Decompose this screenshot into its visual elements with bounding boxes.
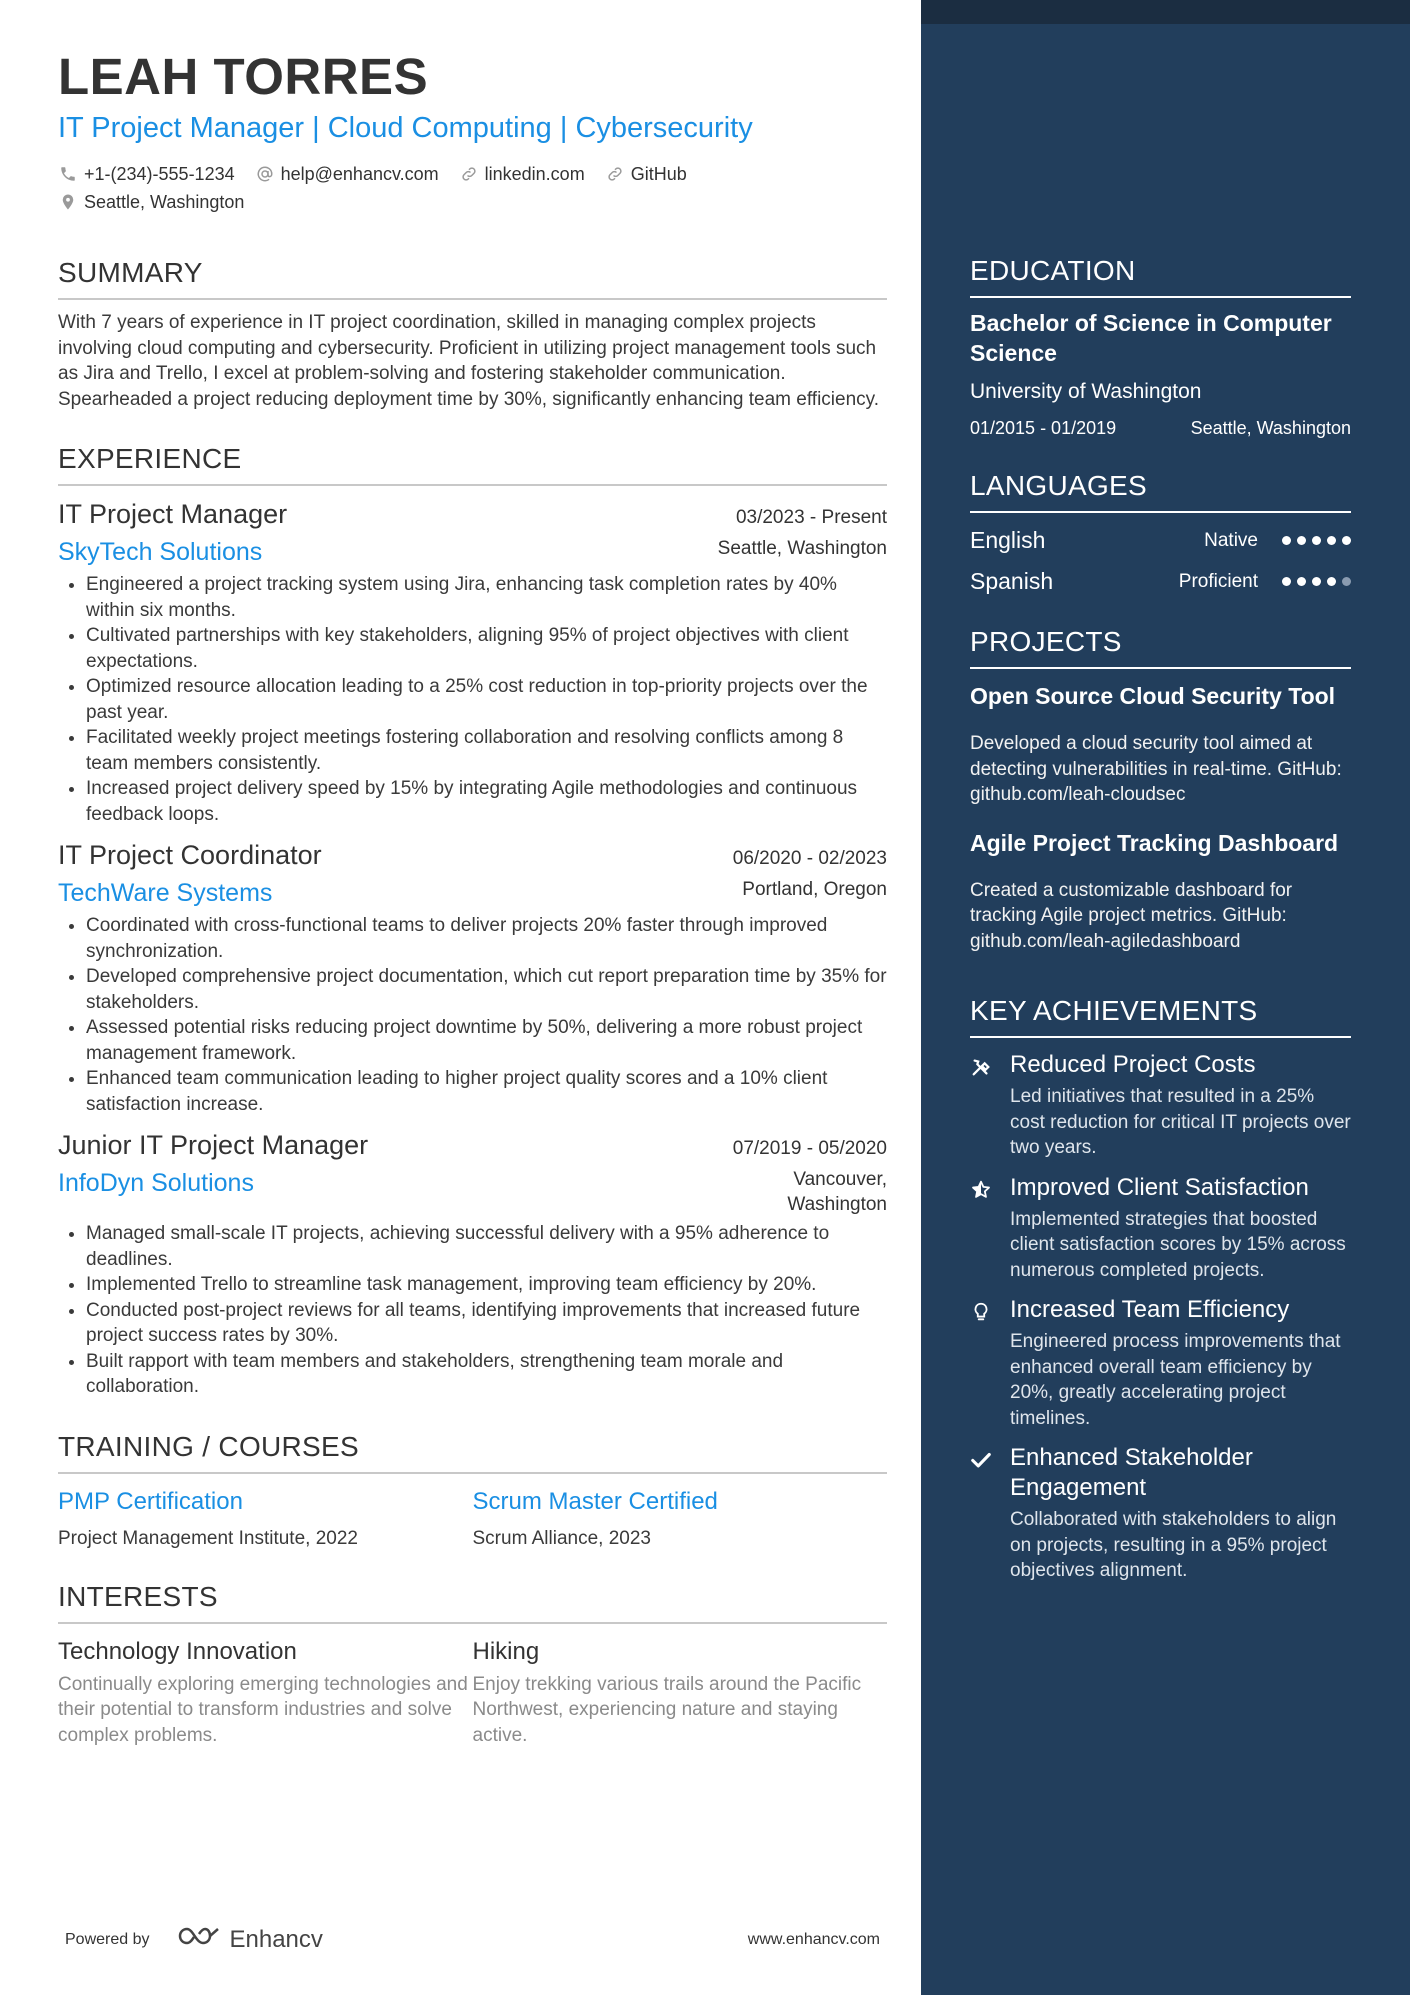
language-item xyxy=(970,568,1351,595)
hammer-wrench-icon xyxy=(970,1050,994,1161)
job-entry xyxy=(58,496,887,827)
job-date: 07/2019 - 05/2020 xyxy=(732,1138,887,1159)
at-icon xyxy=(255,164,275,184)
brand-name: Enhancv xyxy=(229,1925,323,1953)
job-location-line: Vancouver, xyxy=(793,1169,887,1190)
footer xyxy=(65,1925,880,1954)
project-title: Open Source Cloud Security Tool xyxy=(970,683,1336,709)
interest-item xyxy=(58,1636,473,1749)
project-title: Agile Project Tracking Dashboard xyxy=(970,829,1339,856)
powered-by xyxy=(65,1925,323,1954)
contact-linkedin[interactable] xyxy=(459,160,585,188)
achievement-desc: Led initiatives that resulted in a 25% cost reduction for critical IT projects over two years. xyxy=(1010,1086,1351,1158)
job-title: IT Project Manager xyxy=(58,499,288,529)
job-date: 06/2020 - 02/2023 xyxy=(732,848,887,869)
university-name: University of Washington xyxy=(970,380,1202,403)
job-entry xyxy=(58,1127,887,1400)
achievement-title: Increased Team Efficiency xyxy=(1010,1296,1290,1323)
summary-section xyxy=(58,256,887,412)
rating-dot-filled xyxy=(1282,577,1291,586)
language-name: Spanish xyxy=(970,568,1054,594)
list-item: • Conducted post-project reviews for all teams, identifying improvements that increased future project success rates by 30%. xyxy=(86,1298,887,1349)
degree-name: Bachelor of Science in Computer Science xyxy=(970,310,1332,366)
location-pin-icon xyxy=(58,192,78,212)
achievement-item xyxy=(970,1295,1351,1431)
language-item xyxy=(970,527,1351,554)
footer-website-link[interactable]: www.enhancv.com xyxy=(747,1930,880,1948)
interest-name: Technology Innovation xyxy=(58,1637,297,1665)
experience-section xyxy=(58,442,887,1400)
job-entry xyxy=(58,837,887,1117)
course-name: Scrum Master Certified xyxy=(472,1487,718,1515)
section-title: SUMMARY xyxy=(58,256,887,300)
phone-icon xyxy=(58,164,78,184)
list-item: • Optimized resource allocation leading to a 25% cost reduction in top-priority projects over the past year. xyxy=(86,674,887,725)
project-item xyxy=(970,681,1351,808)
list-item: • Increased project delivery speed by 15% by integrating Agile methodologies and continuous feedback loops. xyxy=(86,776,887,827)
contact-info xyxy=(58,160,887,216)
language-name: English xyxy=(970,527,1046,553)
job-title: Junior IT Project Manager xyxy=(58,1130,369,1160)
rating-dot-empty xyxy=(1342,577,1351,586)
job-bullets xyxy=(58,1221,887,1400)
achievement-title: Enhanced Stakeholder Engagement xyxy=(1010,1444,1253,1501)
rating-dot-filled xyxy=(1342,536,1351,545)
github-text: GitHub xyxy=(630,164,687,184)
rating-dot-filled xyxy=(1327,536,1336,545)
powered-by-label: Powered by xyxy=(65,1930,150,1948)
course-item xyxy=(473,1486,888,1550)
job-bullets xyxy=(58,913,887,1117)
company-name: InfoDyn Solutions xyxy=(58,1169,254,1197)
list-item: • Implemented Trello to streamline task management, improving team efficiency by 20%. xyxy=(86,1272,887,1298)
contact-email[interactable] xyxy=(255,160,439,188)
infinity-logo-icon xyxy=(176,1925,222,1954)
checkmark-icon xyxy=(970,1443,994,1584)
sidebar-top-bar xyxy=(921,0,1410,24)
section-title: EXPERIENCE xyxy=(58,442,887,486)
list-item: • Enhanced team communication leading to higher project quality scores and a 10% client satisfaction increase. xyxy=(86,1066,887,1117)
contact-phone[interactable] xyxy=(58,160,235,188)
link-icon xyxy=(605,164,625,184)
achievement-item xyxy=(970,1173,1351,1284)
rating-dot-filled xyxy=(1282,536,1291,545)
sidebar-column xyxy=(970,254,1351,1584)
list-item: • Facilitated weekly project meetings fostering collaboration and resolving conflicts among 8 team members consistently. xyxy=(86,725,887,776)
lightbulb-icon xyxy=(970,1295,994,1431)
rating-dot-filled xyxy=(1312,536,1321,545)
project-desc: Developed a cloud security tool aimed at detecting vulnerabilities in real-time. GitHub: github.com/leah-cloudsec xyxy=(970,733,1342,805)
brand-logo[interactable] xyxy=(176,1925,323,1954)
language-rating xyxy=(1282,577,1351,586)
rating-dot-filled xyxy=(1297,536,1306,545)
language-rating xyxy=(1282,536,1351,545)
achievement-title: Improved Client Satisfaction xyxy=(1010,1173,1309,1201)
contact-github[interactable] xyxy=(605,160,687,188)
interest-desc: Continually exploring emerging technologies and their potential to transform industries and solve complex problems. xyxy=(58,1673,468,1746)
achievement-item xyxy=(970,1050,1351,1161)
job-location xyxy=(787,1167,887,1217)
course-name: PMP Certification xyxy=(58,1487,243,1515)
list-item: • Engineered a project tracking system using Jira, enhancing task completion rates by 40% within six months. xyxy=(86,572,887,623)
job-title: IT Project Coordinator xyxy=(58,840,322,870)
achievement-desc: Implemented strategies that boosted client satisfaction scores by 15% across numerous completed projects. xyxy=(1010,1208,1346,1281)
company-name: SkyTech Solutions xyxy=(58,538,263,566)
project-item xyxy=(970,828,1351,955)
achievement-desc: Collaborated with stakeholders to align on projects, resulting in a 95% project objectives alignment. xyxy=(1010,1509,1337,1581)
section-title: PROJECTS xyxy=(970,625,1351,669)
course-org: Scrum Alliance, 2023 xyxy=(472,1527,651,1549)
list-item: • Cultivated partnerships with key stakeholders, aligning 95% of project objectives with client expectations. xyxy=(86,623,887,674)
section-title: LANGUAGES xyxy=(970,469,1351,513)
email-text: help@enhancv.com xyxy=(280,164,439,184)
list-item: • Built rapport with team members and stakeholders, strengthening team morale and collaboration. xyxy=(86,1349,887,1400)
achievements-section xyxy=(970,994,1351,1584)
job-bullets xyxy=(58,572,887,827)
interest-item xyxy=(473,1636,888,1749)
achievement-desc: Engineered process improvements that enhanced overall team efficiency by 20%, greatly accelerating project timelines. xyxy=(1010,1331,1341,1429)
candidate-name: LEAH TORRES xyxy=(58,48,429,105)
location-text: Seattle, Washington xyxy=(84,192,245,212)
section-title: INTERESTS xyxy=(58,1580,887,1624)
star-icon xyxy=(970,1173,994,1284)
achievement-title: Reduced Project Costs xyxy=(1010,1051,1256,1078)
link-icon xyxy=(459,164,479,184)
rating-dot-filled xyxy=(1327,577,1336,586)
project-desc: Created a customizable dashboard for tracking Agile project metrics. GitHub: github.com/leah-agiledashboard xyxy=(970,879,1293,952)
achievement-item xyxy=(970,1443,1351,1584)
course-item xyxy=(58,1486,473,1550)
interest-name: Hiking xyxy=(472,1637,540,1665)
list-item: • Coordinated with cross-functional teams to deliver projects 20% faster through improved synchronization. xyxy=(86,913,887,964)
job-location-line: Washington xyxy=(787,1194,887,1215)
job-date: 03/2023 - Present xyxy=(735,507,887,528)
interests-section xyxy=(58,1580,887,1749)
course-org: Project Management Institute, 2022 xyxy=(58,1527,358,1549)
section-title: TRAINING / COURSES xyxy=(58,1430,887,1474)
education-dates: 01/2015 - 01/2019 xyxy=(970,418,1117,438)
education-location: Seattle, Washington xyxy=(1190,418,1351,438)
interest-desc: Enjoy trekking various trails around the Pacific Northwest, experiencing nature and staying active. xyxy=(472,1673,862,1746)
candidate-tagline: IT Project Manager | Cloud Computing | Cybersecurity xyxy=(58,112,753,144)
projects-section xyxy=(970,625,1351,954)
contact-location xyxy=(58,188,244,216)
section-title: EDUCATION xyxy=(970,254,1351,298)
education-section xyxy=(970,254,1351,439)
summary-text: With 7 years of experience in IT project coordination, skilled in managing complex projects involving cloud computing and cybersecurity. Proficient in utilizing project management tools such as Jira and Trello, I excel at problem-solving and fostering stakeholder communication. Spearheaded a project reducing deployment time by 30%, significantly enhancing team efficiency. xyxy=(58,312,880,410)
training-section xyxy=(58,1430,887,1550)
list-item: • Developed comprehensive project documentation, which cut report preparation time by 35% for stakeholders. xyxy=(86,964,887,1015)
section-title: KEY ACHIEVEMENTS xyxy=(970,994,1351,1038)
linkedin-text: linkedin.com xyxy=(484,164,585,184)
language-level: Native xyxy=(1204,529,1258,551)
job-location: Portland, Oregon xyxy=(742,879,887,900)
list-item: • Assessed potential risks reducing project downtime by 50%, delivering a more robust project management framework. xyxy=(86,1015,887,1066)
language-level: Proficient xyxy=(1178,570,1258,592)
job-location: Seattle, Washington xyxy=(717,538,887,559)
list-item: • Managed small-scale IT projects, achieving successful delivery with a 95% adherence to deadlines. xyxy=(86,1221,887,1272)
company-name: TechWare Systems xyxy=(58,879,273,907)
main-column xyxy=(58,48,887,1748)
languages-section xyxy=(970,469,1351,595)
phone-text: +1-(234)-555-1234 xyxy=(84,164,235,184)
rating-dot-filled xyxy=(1312,577,1321,586)
rating-dot-filled xyxy=(1297,577,1306,586)
